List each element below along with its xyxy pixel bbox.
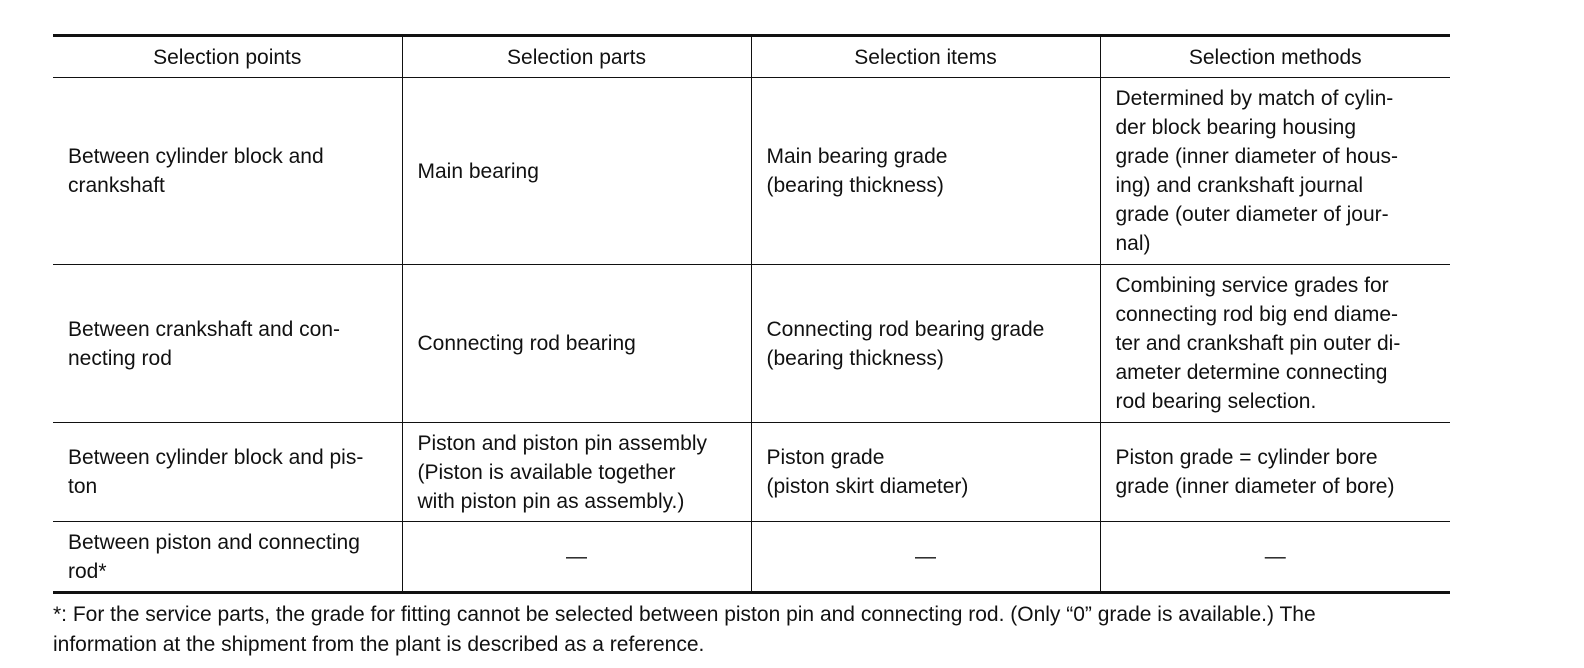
selection-table bbox=[53, 34, 1450, 594]
cell-line: ter and crankshaft pin outer di- bbox=[1115, 332, 1401, 355]
header-selection-items: Selection items bbox=[751, 36, 1100, 78]
cell-selection-method bbox=[1100, 78, 1450, 265]
cell-line: Piston grade = cylinder bore bbox=[1115, 446, 1378, 469]
cell-line: crankshaft bbox=[68, 174, 165, 197]
cell-line: der block bearing housing bbox=[1115, 116, 1356, 139]
cell-line: Between cylinder block and bbox=[68, 145, 324, 168]
cell-line: Between piston and connecting bbox=[68, 530, 360, 554]
cell-line: (bearing thickness) bbox=[766, 346, 944, 370]
cell-line: Determined by match of cylin- bbox=[1115, 87, 1394, 110]
cell-line: Connecting rod bearing grade bbox=[766, 317, 1045, 341]
cell-line: ameter determine connecting bbox=[1115, 361, 1388, 384]
header-selection-points: Selection points bbox=[53, 36, 402, 78]
table-footnote bbox=[53, 600, 1453, 660]
cell-line: (piston skirt diameter) bbox=[766, 475, 969, 498]
cell-selection-point bbox=[53, 265, 402, 423]
cell-line: with piston pin as assembly.) bbox=[417, 489, 685, 513]
cell-selection-part: — bbox=[402, 522, 751, 593]
cell-selection-part bbox=[402, 78, 751, 265]
cell-selection-item bbox=[751, 78, 1100, 265]
cell-line: connecting rod big end diame- bbox=[1115, 303, 1399, 326]
cell-line: Main bearing grade bbox=[766, 145, 948, 168]
cell-line: Between cylinder block and pis- bbox=[68, 446, 364, 469]
footnote-line: *: For the service parts, the grade for fitting cannot be selected between piston pin and connecting rod. (Only “0” grade is available.) The bbox=[53, 603, 1316, 626]
cell-line: (bearing thickness) bbox=[766, 174, 944, 197]
header-selection-methods: Selection methods bbox=[1100, 36, 1450, 78]
header-selection-parts: Selection parts bbox=[402, 36, 751, 78]
cell-selection-method bbox=[1100, 423, 1450, 522]
table-row bbox=[53, 522, 1450, 593]
cell-line: Main bearing bbox=[417, 159, 539, 183]
table-header-row bbox=[53, 36, 1450, 78]
cell-line: rod* bbox=[68, 559, 107, 583]
table-row bbox=[53, 423, 1450, 522]
cell-line: Piston and piston pin assembly bbox=[417, 431, 707, 455]
cell-line: necting rod bbox=[68, 346, 172, 370]
cell-line: ing) and crankshaft journal bbox=[1115, 174, 1363, 197]
cell-line: Between crankshaft and con- bbox=[68, 317, 340, 341]
cell-line: nal) bbox=[1115, 232, 1151, 255]
cell-selection-item: — bbox=[751, 522, 1100, 593]
cell-selection-item bbox=[751, 265, 1100, 423]
cell-selection-method: — bbox=[1100, 522, 1450, 593]
cell-selection-point bbox=[53, 423, 402, 522]
cell-line: rod bearing selection. bbox=[1115, 390, 1317, 413]
footnote-line: information at the shipment from the plant is described as a reference. bbox=[53, 633, 705, 656]
cell-selection-point bbox=[53, 78, 402, 265]
cell-selection-point bbox=[53, 522, 402, 593]
cell-line: grade (inner diameter of bore) bbox=[1115, 475, 1395, 498]
cell-selection-part bbox=[402, 423, 751, 522]
cell-line: grade (outer diameter of jour- bbox=[1115, 203, 1389, 226]
table-row bbox=[53, 265, 1450, 423]
cell-line: (Piston is available together bbox=[417, 460, 676, 484]
cell-selection-item bbox=[751, 423, 1100, 522]
table-row bbox=[53, 78, 1450, 265]
cell-line: Connecting rod bearing bbox=[417, 332, 636, 355]
cell-selection-method bbox=[1100, 265, 1450, 423]
cell-line: Combining service grades for bbox=[1115, 274, 1389, 297]
cell-selection-part bbox=[402, 265, 751, 423]
cell-line: Piston grade bbox=[766, 446, 885, 469]
cell-line: grade (inner diameter of hous- bbox=[1115, 145, 1398, 168]
cell-line: ton bbox=[68, 475, 98, 498]
